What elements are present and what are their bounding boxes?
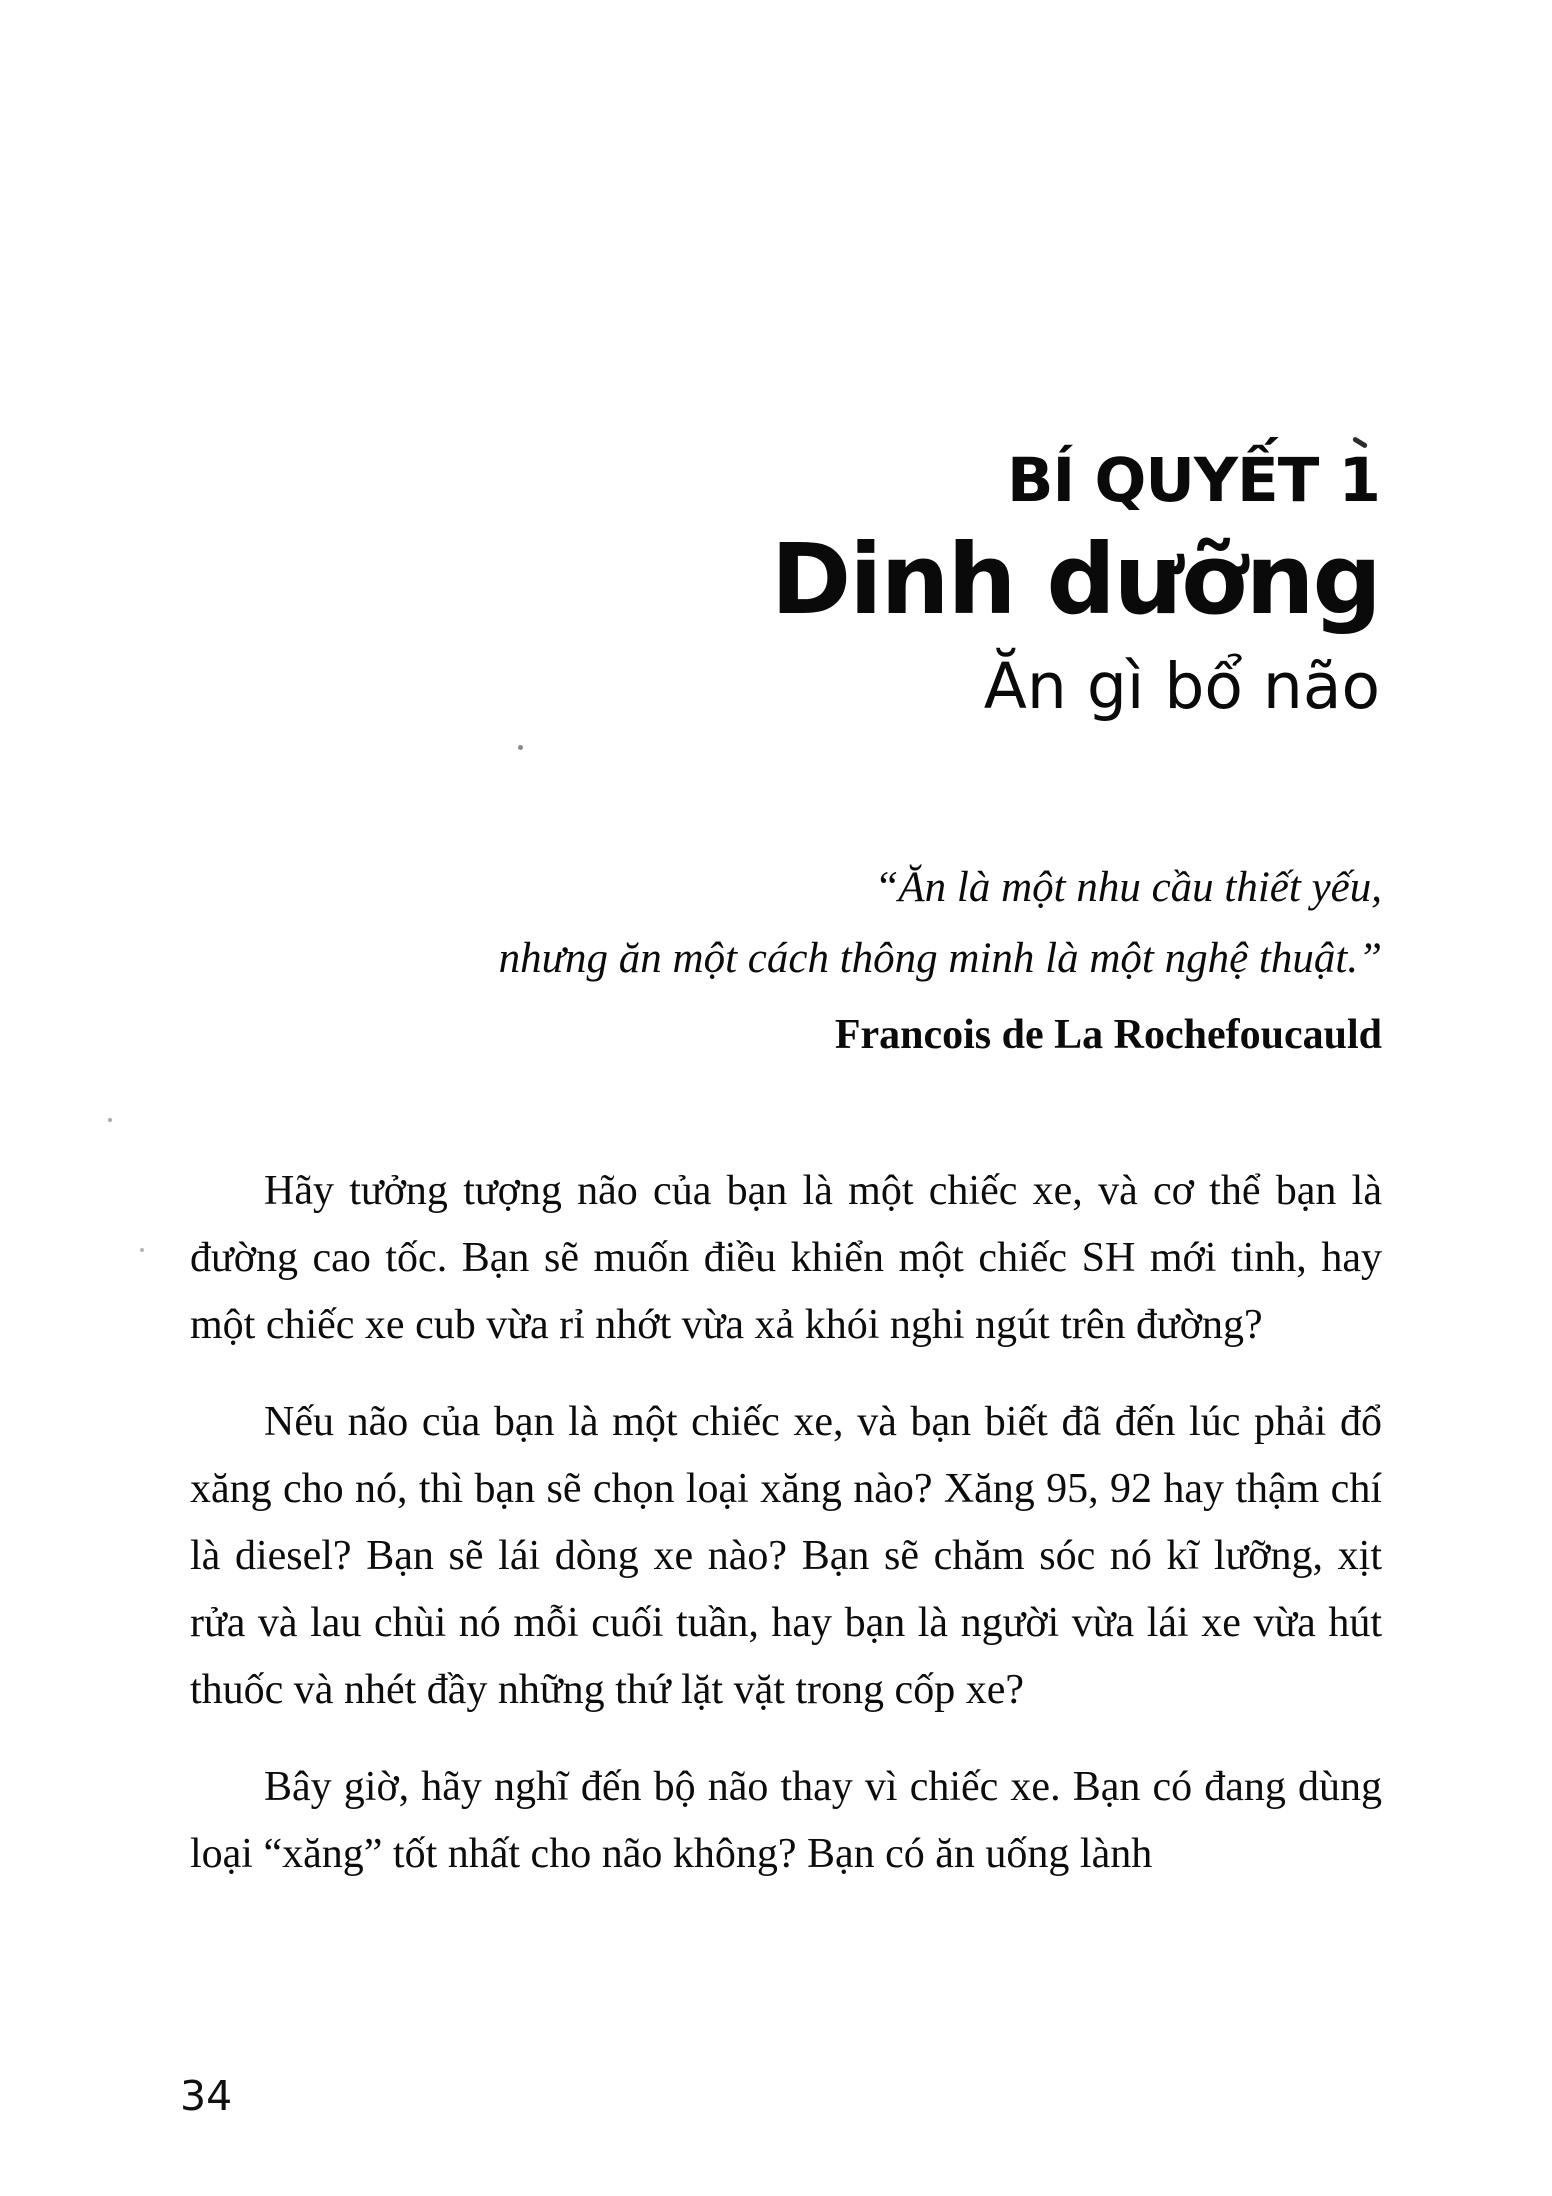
quote-line-2: nhưng ăn một cách thông minh là một nghệ thuật.” (498, 935, 1382, 982)
scan-speck (518, 745, 523, 750)
body-paragraph: Hãy tưởng tượng não của bạn là một chiếc xe, và cơ thể bạn là đường cao tốc. Bạn sẽ muốn điều khiển một chiếc SH mới tinh, hay một chiếc xe cub vừa rỉ nhớt vừa xả khói nghi ngút trên đường? (190, 1168, 1382, 1348)
scan-speck (108, 1118, 112, 1122)
page-number: 34 (180, 2072, 233, 2120)
body-text (190, 1158, 1382, 1918)
chapter-subtitle: Ăn gì bổ não (983, 649, 1380, 723)
quote-attribution: Francois de La Rochefoucauld (834, 1012, 1382, 1058)
scan-speck (140, 1248, 144, 1252)
body-paragraph: Nếu não của bạn là một chiếc xe, và bạn biết đã đến lúc phải đổ xăng cho nó, thì bạn sẽ chọn loại xăng nào? Xăng 95, 92 hay thậm chí là diesel? Bạn sẽ lái dòng xe nào? Bạn sẽ chăm sóc nó kĩ lưỡng, xịt rửa và lau chùi nó mỗi cuối tuần, hay bạn là người vừa lái xe vừa hút thuốc và nhét đầy những thứ lặt vặt trong cốp xe? (190, 1399, 1382, 1713)
body-paragraph: Bây giờ, hãy nghĩ đến bộ não thay vì chiếc xe. Bạn có đang dùng loại “xăng” tốt nhất cho não không? Bạn có ăn uống lành (190, 1764, 1382, 1877)
quote-line-1: “Ăn là một nhu cầu thiết yếu, (874, 864, 1382, 911)
epigraph-quote (499, 852, 1382, 1071)
chapter-title: Dinh dưỡng (770, 523, 1380, 636)
chapter-kicker: BÍ QUYẾT 1 (1007, 445, 1380, 516)
chapter-heading (770, 445, 1380, 723)
